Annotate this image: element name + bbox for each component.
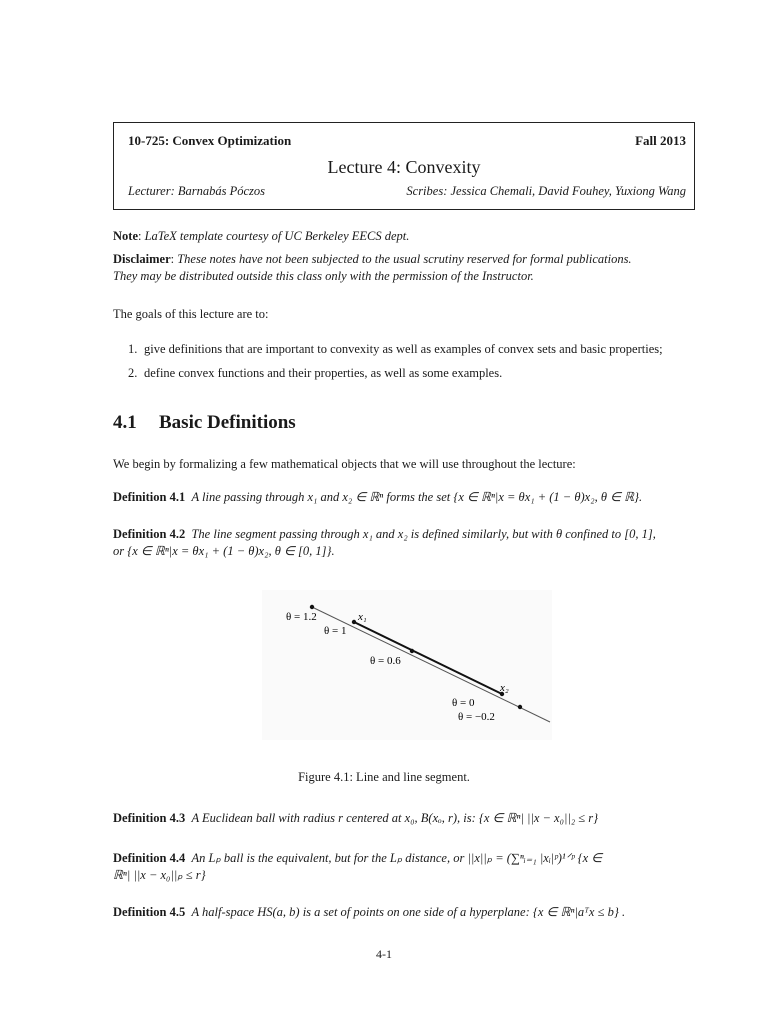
section-heading <box>113 412 296 434</box>
definition-4-1: Definition 4.1 A line passing through x₁ and x₂ ∈ ℝⁿ forms the set {x ∈ ℝⁿ|x = θx₁ + (1 − θ)x₂, θ ∈ ℝ}. <box>113 490 643 504</box>
term: Fall 2013 <box>635 133 686 148</box>
goals-list-item: 2. define convex functions and their properties, as well as some examples. <box>128 366 503 380</box>
definition-4-3: Definition 4.3 A Euclidean ball with radius r centered at x₀, B(xₒ, r), is: {x ∈ ℝⁿ| ||x − x₀||₂ ≤ r} <box>113 811 599 825</box>
definition-4-2: Definition 4.2 The line segment passing through x₁ and x₂ is defined similarly, but with θ confined to [0, 1], or {x ∈ ℝⁿ|x = θx₁ + (1 − θ)x₂, θ ∈ [0, 1]}. <box>113 527 656 558</box>
point-theta-0-6 <box>410 649 414 653</box>
line-segment-figure <box>262 590 552 740</box>
definition-4-4: Definition 4.4 An Lₚ ball is the equivalent, but for the Lₚ distance, or ||x||ₚ = (∑ⁿᵢ₌₁ |xᵢ|ᵖ)¹ᐟᵖ {x ∈ ℝⁿ| ||x − x₀||ₚ ≤ r} <box>113 851 603 882</box>
lecture-header-box <box>113 122 695 210</box>
page-number: 4-1 <box>376 947 392 961</box>
scribes: Scribes: Jessica Chemali, David Fouhey, Yuxiong Wang <box>406 184 686 198</box>
section-intro: We begin by formalizing a few mathematical objects that we will use throughout the lecture: <box>113 457 576 471</box>
point-theta-1-2 <box>310 605 314 609</box>
note-label: Note <box>113 229 138 243</box>
course-name: 10-725: Convex Optimization <box>128 133 292 148</box>
definition-4-5: Definition 4.5 A half-space HS(a, b) is a set of points on one side of a hyperplane: {x ∈ ℝⁿ|aᵀx ≤ b} . <box>113 905 626 919</box>
section-number: 4.1 <box>113 412 137 433</box>
disclaimer-label: Disclaimer <box>113 252 171 266</box>
lecturer: Lecturer: Barnabás Póczos <box>128 184 266 198</box>
goals-intro: The goals of this lecture are to: <box>113 307 269 321</box>
point-theta-minus-0-2 <box>518 705 522 709</box>
label-theta-0-6: θ = 0.6 <box>370 655 401 667</box>
lecture-title: Lecture 4: Convexity <box>327 157 481 177</box>
disclaimer-line2: They may be distributed outside this class only with the permission of the Instructor. <box>113 269 534 283</box>
note-paragraph: Note: LaTeX template courtesy of UC Berkeley EECS dept. <box>113 229 410 243</box>
point-x1 <box>352 620 356 624</box>
disclaimer-paragraph: Disclaimer: These notes have not been subjected to the usual scrutiny reserved for formal publications. They may be distributed outside this class only with the permission of the Instructor. <box>113 252 632 283</box>
label-theta-0: θ = 0 <box>452 697 475 709</box>
figure-caption: Figure 4.1: Line and line segment. <box>298 770 470 784</box>
label-x2: x₂ <box>500 682 509 694</box>
label-theta-minus-0-2: θ = −0.2 <box>458 711 495 723</box>
label-x1: x₁ <box>358 611 367 623</box>
goals-list-item: 1. give definitions that are important to convexity as well as examples of convex sets and basic properties; <box>128 342 663 356</box>
section-title: Basic Definitions <box>159 412 296 433</box>
label-theta-1-2: θ = 1.2 <box>286 611 317 623</box>
disclaimer-line1: These notes have not been subjected to the usual scrutiny reserved for formal publications. <box>177 252 632 266</box>
label-theta-1: θ = 1 <box>324 625 347 637</box>
note-text: LaTeX template courtesy of UC Berkeley EECS dept. <box>144 229 410 243</box>
